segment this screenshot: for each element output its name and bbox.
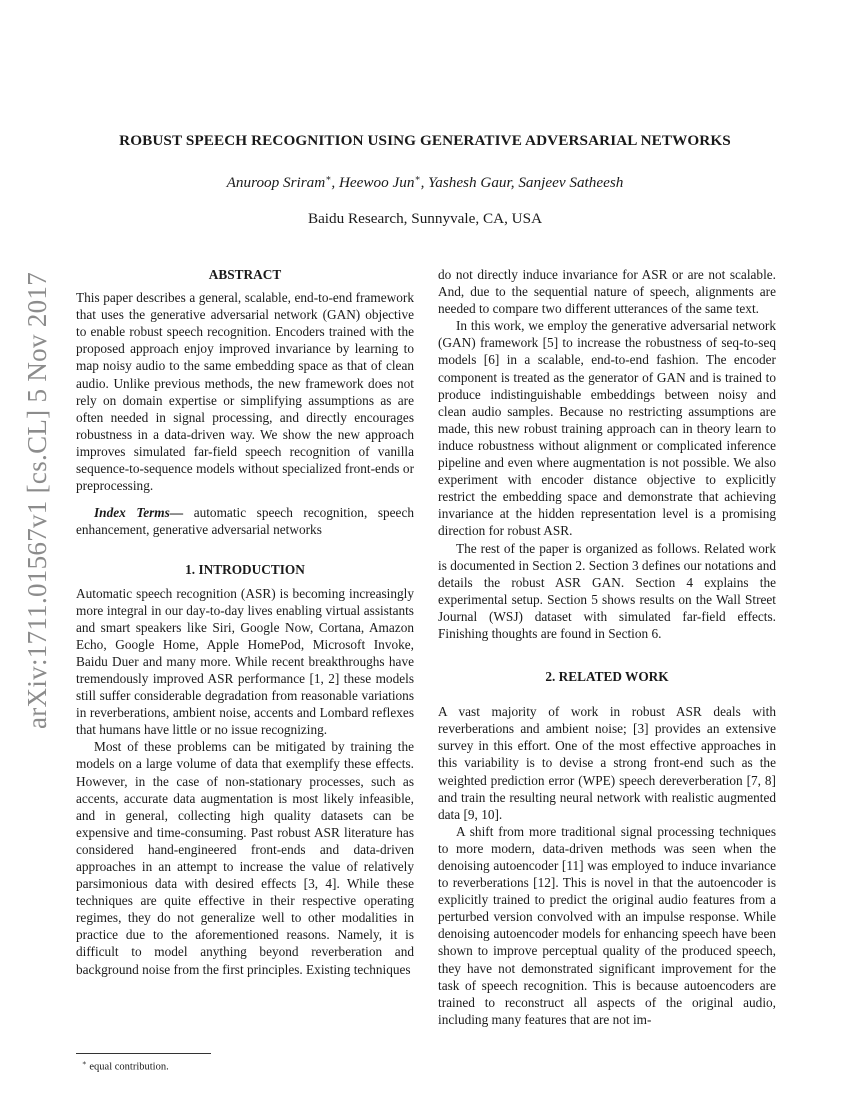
author-separator: , [331, 174, 339, 192]
equal-contribution-mark: ∗ [325, 173, 332, 183]
intro-paragraph-2: Most of these problems can be mitigated by training the models on a large volume of data that exemplify these effects. However, in the case of non-stationary processes, such as accents, accurate data augmentation is most likely infeasible, and in general, collecting high quality datasets can be expensive and time-consuming. Past robust ASR literature has considered hand-engineered front-ends and data-driven approaches in an attempt to increase the value of relatively parsimonious data with desired effects [3, 4]. While these techniques are quite effective in their respective operating regimes, they do not generalize well to other modalities in practice due to the aforementioned reasons. Namely, it is difficult to model anything beyond reverberation and background noise from the first principles. Existing techniques [76, 739, 414, 977]
abstract-heading: ABSTRACT [208, 267, 282, 282]
author-separator: , [420, 174, 429, 192]
abstract-text: This paper describes a general, scalable, end-to-end framework that uses the generative adversarial network (GAN) objective to enable robust speech recognition. Encoders trained with the proposed approach enjoy improved invariance by learning to map noisy audio to the same embedding space as that of clean audio. Unlike previous methods, the new framework does not rely on domain expertise or simplifying assumptions as are often needed in signal processing, and directly encourages robustness in a data-driven way. We show the new approach improves simulated far-field speech recognition of vanilla sequence-to-sequence models without specialized front-ends or preprocessing. [76, 290, 414, 494]
intro-paragraph-3: do not directly induce invariance for ASR or are not scalable. And, due to the sequential nature of speech, alignments are needed to compare two different utterances of the same text. [438, 267, 776, 317]
index-terms-text: automatic speech recognition, speech enhancement, generative adversarial networks [76, 505, 415, 538]
author-1: Anuroop Sriram [226, 174, 326, 192]
footnote [82, 1059, 169, 1073]
intro-paragraph-4: In this work, we employ the generative adversarial network (GAN) framework [5] to increase the robustness of seq-to-seq models [6] in a scalable, end-to-end fashion. The encoder component is treated as the generator of GAN and is trained to produce indistinguishable embeddings between noisy and clean audio samples. Because no restricting assumptions are made, this new robust training approach can in theory learn to induce robustness without alignment or complicated inference pipeline and even where augmentation is not possible. We also experiment with encoder distance objective to explicitly restrict the embedding space and demonstrate that achieving invariance at the hidden representation level is a promising direction for robust ASR. [438, 318, 776, 539]
footnote-mark: ∗ [82, 1059, 87, 1067]
author-3-4: Yashesh Gaur, Sanjeev Satheesh [428, 174, 624, 192]
footnote-text: equal contribution. [86, 1061, 169, 1073]
related-paragraph-2: A shift from more traditional signal processing techniques to more modern, data-driven methods was seen when the denoising autoencoder [11] was employed to induce invariance to reverberations [12]. This is novel in that the autoencoder is explicitly trained to predict the original audio features from a perturbed version convolved with an impulse response. While denoising autoencoder models for enhancing speech have been shown to improve perceptual quality of the produced speech, they have not demonstrated significant improvement for the task of speech recognition. This is because autoencoders are trained to reconstruct all aspects of the original audio, including many features that are not im- [438, 823, 776, 1027]
paper-title: ROBUST SPEECH RECOGNITION USING GENERATIVE ADVERSARIAL NETWORKS [119, 132, 731, 149]
intro-paragraph-1: Automatic speech recognition (ASR) is becoming increasingly more integral in our day-to-day lives enabling virtual assistants and smart speakers like Siri, Google Now, Cortana, Amazon Echo, Google Home, Apple HomePod, Microsoft Invoke, Baidu Duer and many more. While recent breakthroughs have tremendously improved ASR performance [1, 2] these models still suffer considerable degradation from reasonable variations in reverberations, ambient noise, accents and Lombard reflexes that humans have little or no issue recognizing. [76, 585, 414, 738]
introduction-heading: 1. INTRODUCTION [185, 562, 305, 578]
author-2: Heewoo Jun [338, 174, 415, 192]
index-terms-label: Index Terms— [94, 505, 184, 521]
index-terms [76, 504, 414, 538]
related-paragraph-1: A vast majority of work in robust ASR deals with reverberations and ambient noise; [3] provides an extensive survey in this effort. One of the most effective approaches in this variability is to devise a strong front-end such as the weighted prediction error (WPE) speech dereverberation [7, 8] and train the resulting neural network with realistic augmented data [9, 10]. [438, 704, 776, 822]
affiliation: Baidu Research, Sunnyvale, CA, USA [307, 210, 543, 227]
footnote-divider [76, 1053, 211, 1054]
author-list [60, 173, 790, 192]
arxiv-identifier-stamp [8, 230, 68, 770]
right-column [438, 266, 776, 1028]
arxiv-identifier-text: arXiv:1711.01567v1 [cs.CL] 5 Nov 2017 [22, 271, 53, 729]
intro-paragraph-5: The rest of the paper is organized as follows. Related work is documented in Section 2. Section 3 defines our notations and details the robust ASR GAN. Section 4 explains the experimental setup. Section 5 shows results on the Wall Street Journal (WSJ) dataset with simulated far-field effects. Finishing thoughts are found in Section 6. [438, 540, 776, 641]
left-column [76, 266, 414, 978]
related-work-heading: 2. RELATED WORK [545, 669, 669, 685]
equal-contribution-mark: ∗ [414, 173, 421, 183]
